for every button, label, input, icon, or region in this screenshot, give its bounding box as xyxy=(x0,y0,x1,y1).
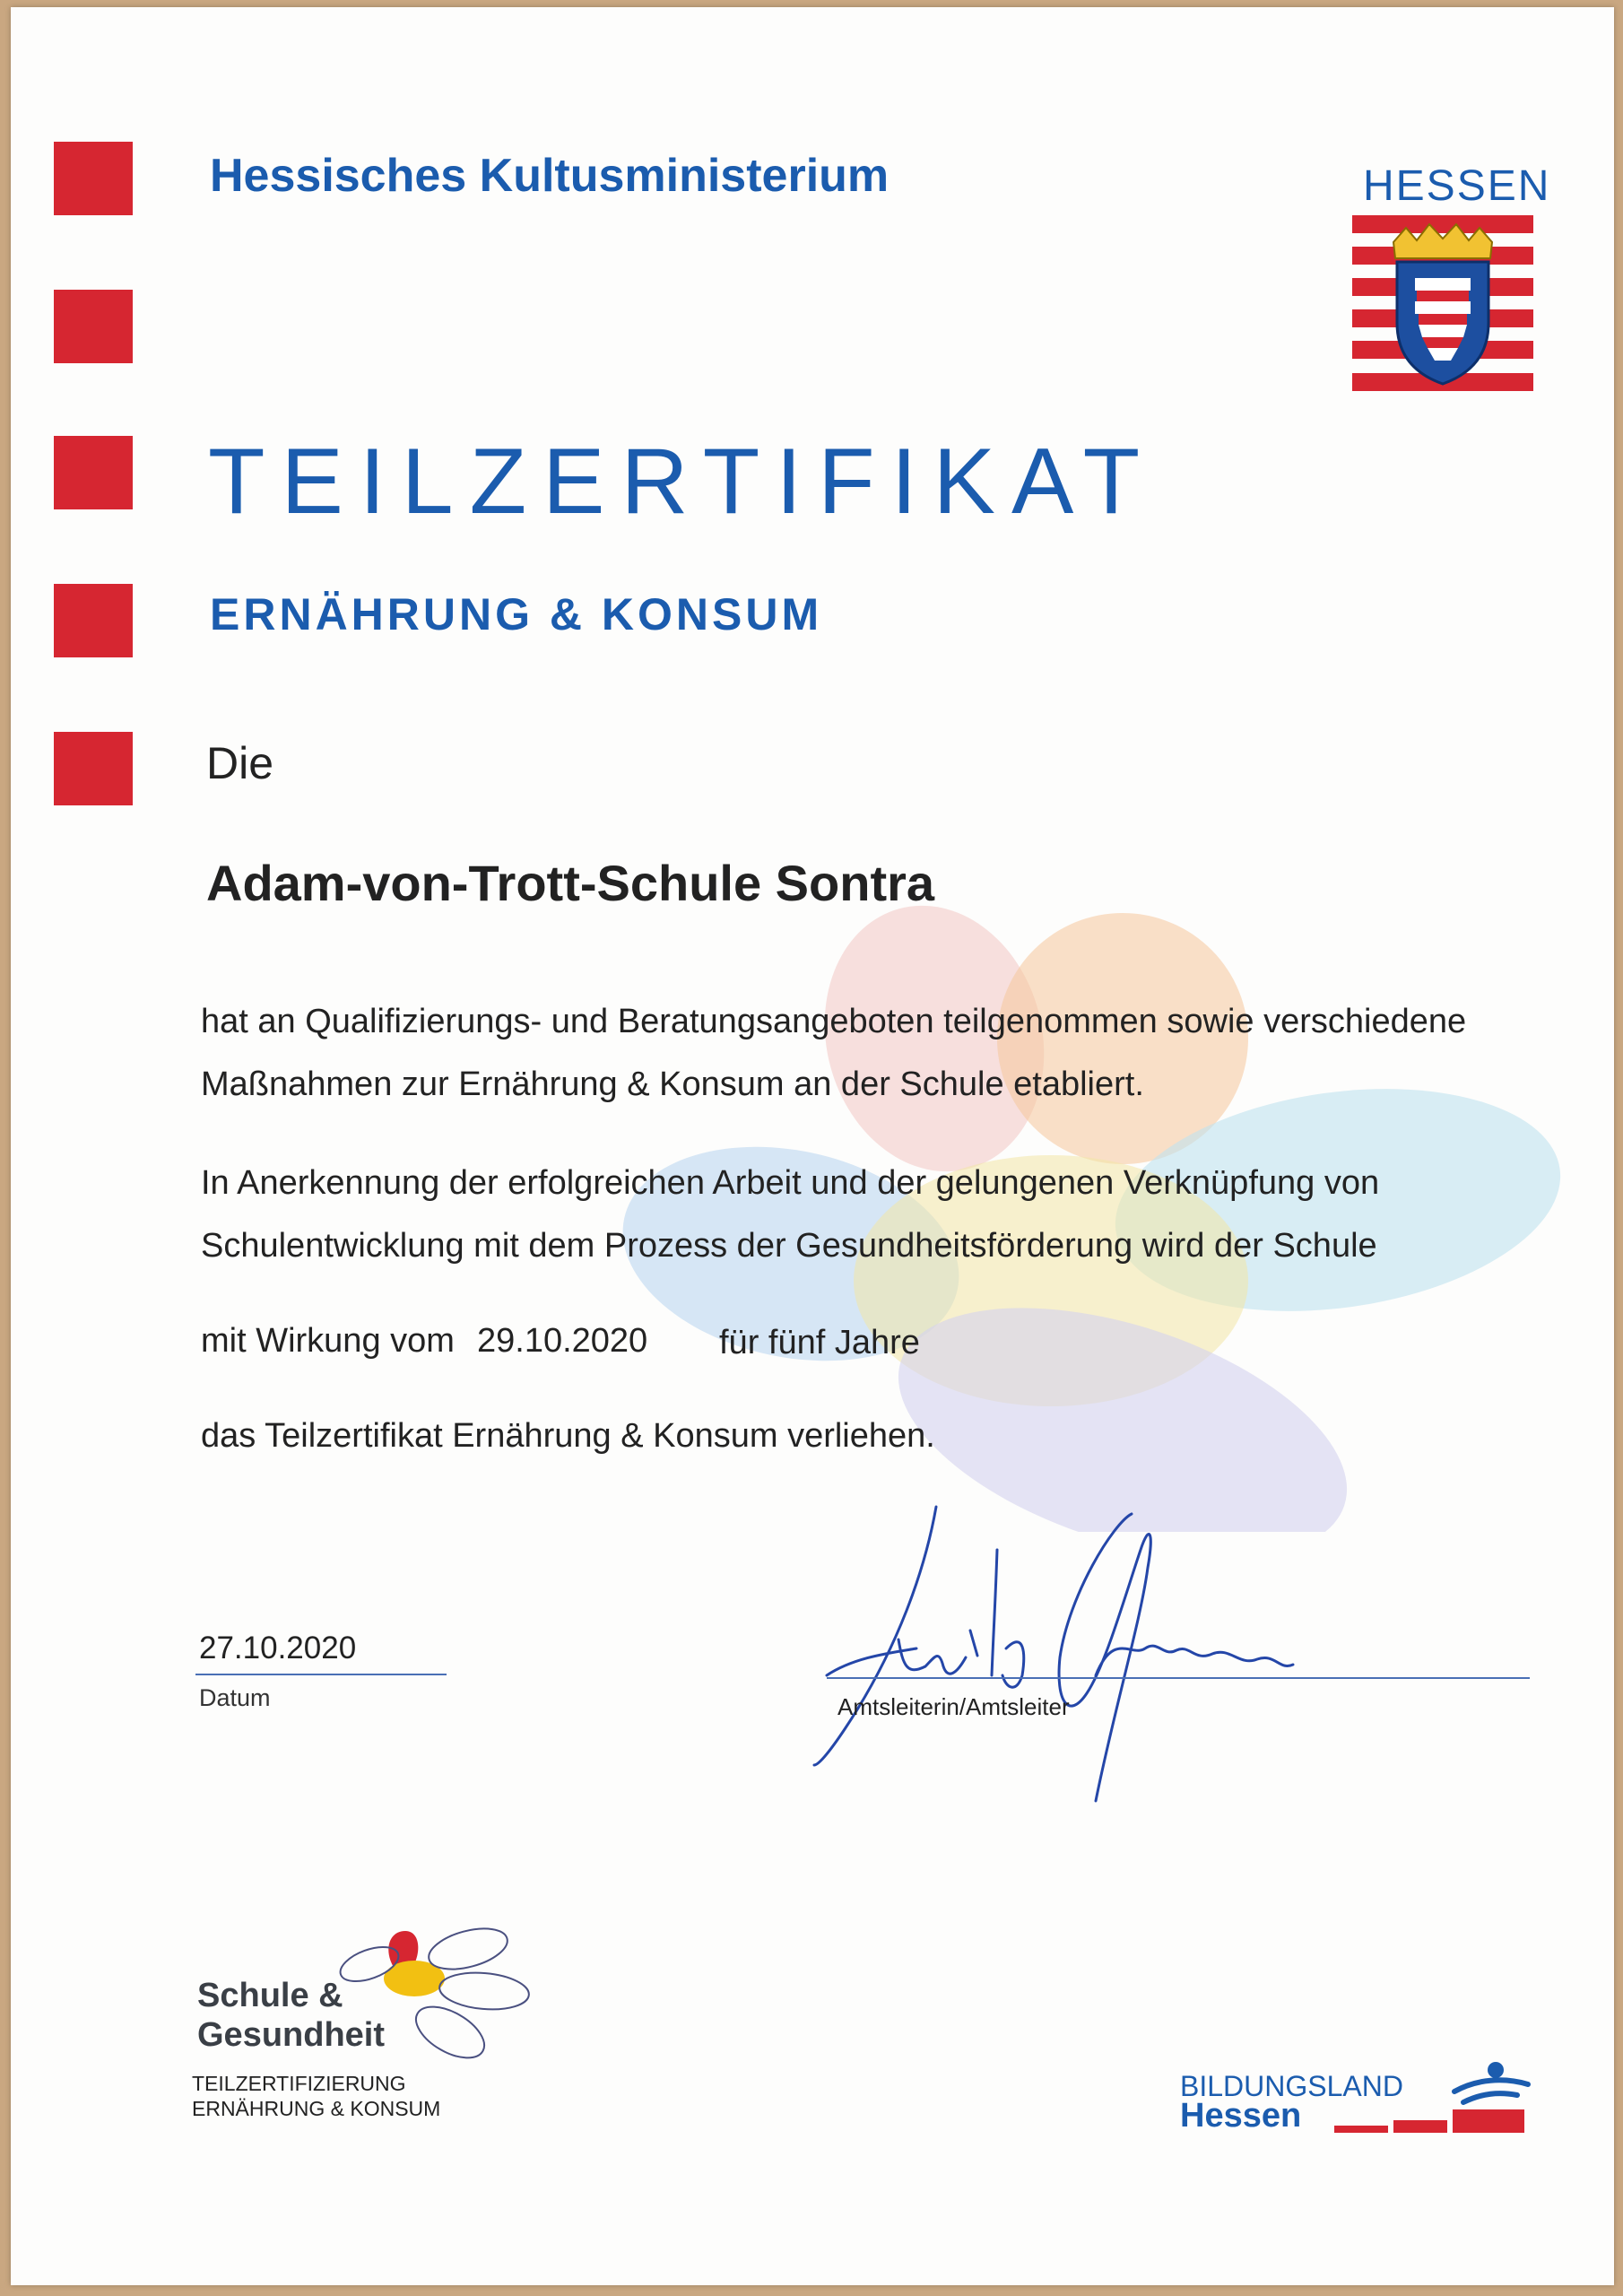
schule-gesundheit-logo-line1: Schule & xyxy=(197,1977,343,2014)
signature-underline xyxy=(827,1677,1530,1679)
body-line: Schulentwicklung mit dem Prozess der Gesundheitsförderung wird der Schule xyxy=(201,1227,1377,1265)
decor-red-square xyxy=(54,584,133,657)
decor-red-square xyxy=(54,732,133,805)
schule-gesundheit-sub2: ERNÄHRUNG & KONSUM xyxy=(192,2097,441,2120)
decor-red-square xyxy=(54,142,133,215)
bildungsland-logo-line1: BILDUNGSLAND xyxy=(1180,2070,1403,2102)
date-underline xyxy=(195,1674,447,1675)
schule-gesundheit-sub1: TEILZERTIFIZIERUNG xyxy=(192,2072,406,2095)
hessen-coat-of-arms-icon xyxy=(1352,215,1533,395)
handwritten-signature-icon xyxy=(791,1496,1365,1819)
certificate-title: TEILZERTIFIKAT xyxy=(208,430,1157,534)
school-name: Adam-von-Trott-Schule Sontra xyxy=(206,855,935,911)
validity-prefix: mit Wirkung vom xyxy=(201,1322,455,1360)
recipient-intro: Die xyxy=(206,738,274,788)
date-value: 27.10.2020 xyxy=(199,1631,357,1665)
schule-gesundheit-logo-line2: Gesundheit xyxy=(197,2016,386,2054)
certificate-subtitle: ERNÄHRUNG & KONSUM xyxy=(210,589,823,639)
body-line: Maßnahmen zur Ernährung & Konsum an der Schule etabliert. xyxy=(201,1065,1144,1103)
validity-duration: für fünf Jahre xyxy=(719,1324,920,1361)
bildungsland-steps-icon xyxy=(1329,2052,1535,2142)
body-line: In Anerkennung der erfolgreichen Arbeit und der gelungenen Verknüpfung von xyxy=(201,1164,1380,1202)
decor-red-square xyxy=(54,436,133,509)
closing-line: das Teilzertifikat Ernährung & Konsum verliehen. xyxy=(201,1417,935,1455)
certificate-page xyxy=(11,7,1614,2285)
bildungsland-logo-line2: Hessen xyxy=(1180,2097,1302,2135)
date-label: Datum xyxy=(199,1684,271,1711)
ministry-name: Hessisches Kultusministerium xyxy=(210,150,890,202)
body-line: hat an Qualifizierungs- und Beratungsangeboten teilgenommen sowie verschiedene xyxy=(201,1003,1467,1040)
decor-red-square xyxy=(54,290,133,363)
signature-label: Amtsleiterin/Amtsleiter xyxy=(838,1693,1070,1720)
state-logo-text: HESSEN xyxy=(1363,162,1551,210)
validity-date: 29.10.2020 xyxy=(477,1322,648,1360)
